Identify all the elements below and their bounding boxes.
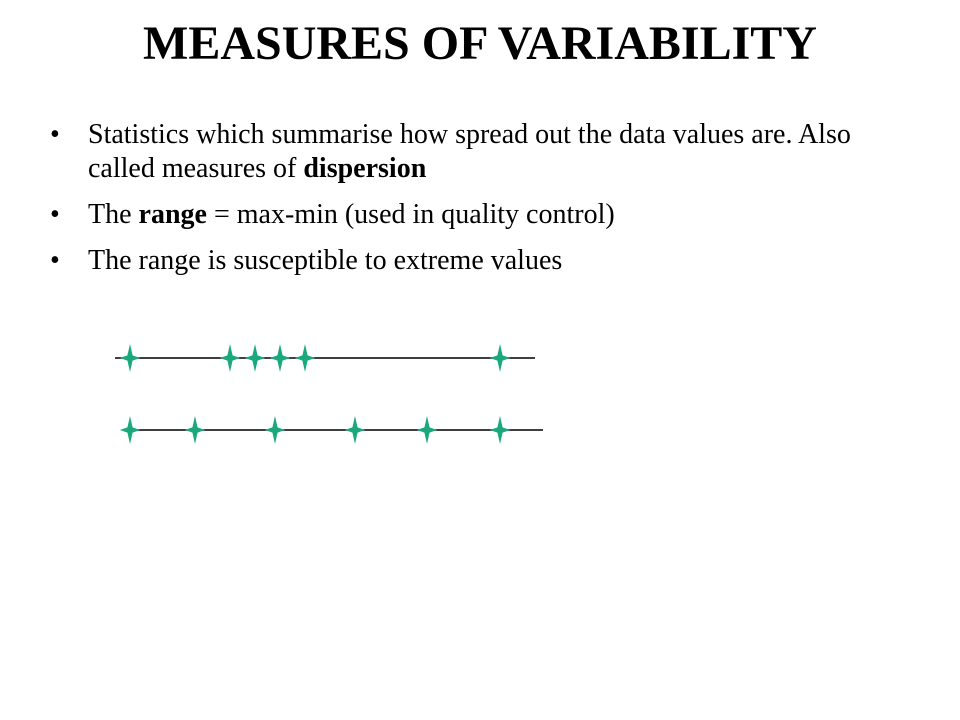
bullet-list — [50, 118, 870, 290]
data-point-star-icon — [245, 344, 265, 372]
data-point-star-icon — [270, 344, 290, 372]
bullet-text-part: Statistics which summarise how spread out the data values are. Also called measures of — [88, 119, 851, 184]
data-point-star-icon — [120, 416, 140, 444]
dot-plot-illustration — [100, 330, 560, 460]
slide-title: MEASURES OF VARIABILITY — [143, 17, 817, 70]
bullet-text-part: = max-min (used in quality control) — [206, 199, 615, 230]
dot-plot-row-clustered-with-extremes — [115, 344, 535, 372]
data-point-star-icon — [490, 416, 510, 444]
data-point-star-icon — [295, 344, 315, 372]
bullet-item-definition — [50, 118, 870, 186]
data-point-star-icon — [120, 344, 140, 372]
data-point-star-icon — [265, 416, 285, 444]
bullet-text-part: The range is susceptible to extreme values — [88, 245, 563, 276]
bullet-icon: • — [50, 245, 60, 276]
dot-plot-row-evenly-spread — [120, 416, 543, 444]
data-point-star-icon — [417, 416, 437, 444]
bullet-item-range — [50, 198, 870, 232]
data-point-star-icon — [185, 416, 205, 444]
bullet-icon: • — [50, 119, 60, 150]
bullet-item-extremes — [50, 244, 870, 278]
data-point-star-icon — [490, 344, 510, 372]
bullet-text-bold: dispersion — [303, 153, 427, 184]
bullet-text-part: The — [88, 199, 139, 230]
bullet-text-bold: range — [138, 199, 207, 230]
data-point-star-icon — [220, 344, 240, 372]
bullet-icon: • — [50, 199, 60, 230]
data-point-star-icon — [345, 416, 365, 444]
